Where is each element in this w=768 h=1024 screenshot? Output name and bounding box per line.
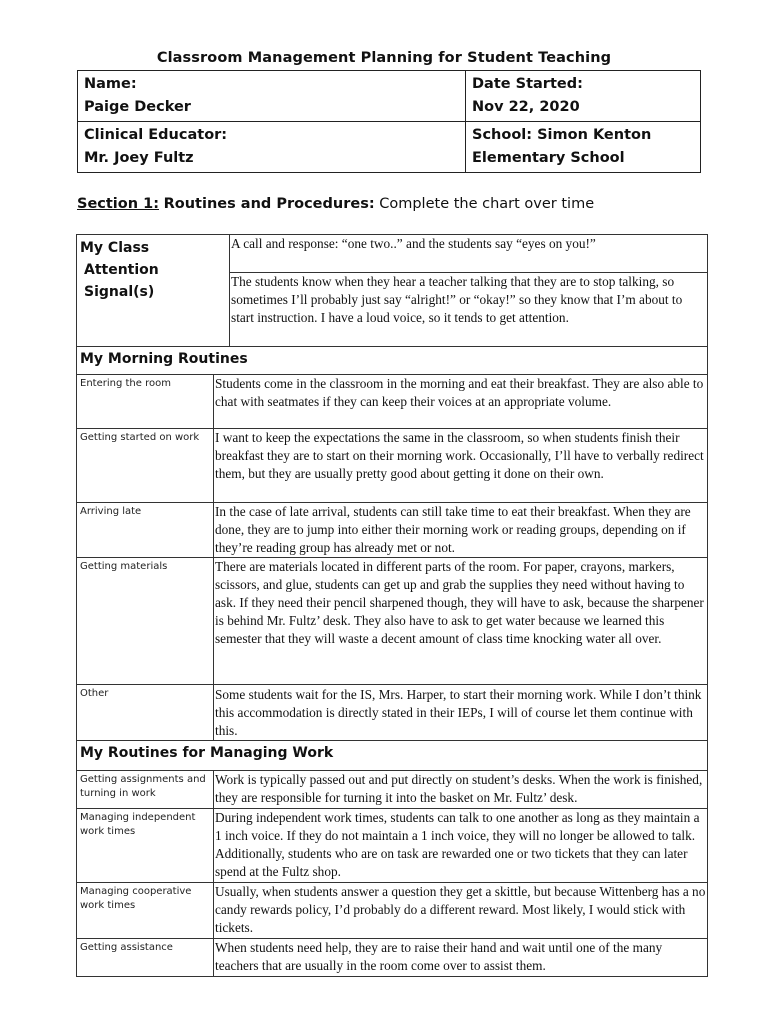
row-text-other: Some students wait for the IS, Mrs. Harper, to start their morning work. While I don’t think this accommodation is directly stated in their IEPs, I will of course let them continue with this. (214, 685, 708, 741)
attention-label-line-3: Signal(s) (84, 284, 155, 300)
educator-value: Mr. Joey Fultz (84, 150, 194, 166)
row-label-other: Other (77, 685, 214, 741)
name-cell (78, 71, 466, 122)
section-title: Routines and Procedures: (163, 196, 375, 212)
morning-heading-row (77, 347, 708, 375)
row-label-assignments: Getting assignments and turning in work (77, 771, 214, 809)
morning-heading: My Morning Routines (77, 347, 708, 375)
section-heading (77, 196, 594, 212)
school-line-1: School: Simon Kenton (472, 127, 652, 143)
row-label-assistance: Getting assistance (77, 939, 214, 977)
table-row (77, 809, 708, 883)
row-text-assignments: Work is typically passed out and put directly on student’s desks. When the work is finished, they are responsible for turning it into the basket on Mr. Fultz’ desk. (214, 771, 708, 809)
attention-response-1: A call and response: “one two..” and the students say “eyes on you!” (230, 235, 708, 273)
row-label-getting-materials: Getting materials (77, 558, 214, 685)
attention-response-2: The students know when they hear a teacher talking that they are to stop talking, so sometimes I’ll probably just say “alright!” or “okay!” so they know that I’m about to start instruction. I have a loud voice, so it tends to get attention. (230, 273, 708, 347)
row-text-cooperative-work: Usually, when students answer a question they get a skittle, but because Wittenberg has a no candy rewards policy, I’d probably do a different reward. Most likely, I would stick with tickets. (214, 883, 708, 939)
educator-cell (78, 122, 466, 173)
row-text-arriving-late: In the case of late arrival, students can still take time to eat their breakfast. When they are done, they are to jump into either their morning work or reading groups, depending on if they’re reading group has already met or not. (214, 503, 708, 558)
table-row (77, 429, 708, 503)
table-row (77, 771, 708, 809)
table-row (77, 685, 708, 741)
row-label-independent-work: Managing independent work times (77, 809, 214, 883)
row-label-cooperative-work: Managing cooperative work times (77, 883, 214, 939)
school-line-2: Elementary School (472, 150, 625, 166)
row-label-entering-room: Entering the room (77, 375, 214, 429)
attention-row-1 (77, 235, 708, 273)
row-label-arriving-late: Arriving late (77, 503, 214, 558)
attention-label-cell (77, 235, 230, 347)
info-row-name (78, 71, 701, 122)
row-text-entering-room: Students come in the classroom in the morning and eat their breakfast. They are also able to chat with seatmates if they can keep their voices at an appropriate volume. (214, 375, 708, 429)
table-row (77, 503, 708, 558)
section-number: Section 1: (77, 196, 159, 212)
row-text-getting-materials: There are materials located in different parts of the room. For paper, crayons, markers, scissors, and glue, students can get up and grab the supplies they need without having to ask. If they need their pencil sharpened though, they will have to ask, because the sharpener is behind Mr. Fultz’ desk. They also have to ask to get water because we learned this semester that they will waste a decent amount of class time knocking water all over. (214, 558, 708, 685)
work-heading-row (77, 741, 708, 771)
table-row (77, 558, 708, 685)
table-row (77, 883, 708, 939)
date-cell (466, 71, 701, 122)
attention-label-line-1: My Class (80, 240, 150, 256)
section-instruction: Complete the chart over time (374, 196, 595, 212)
educator-label: Clinical Educator: (84, 127, 228, 143)
routines-table (76, 234, 708, 977)
info-row-educator (78, 122, 701, 173)
row-text-getting-started: I want to keep the expectations the same in the classroom, so when students finish their breakfast they are to start on their morning work. Occasionally, I’ll have to verbally redirect them, but they are usually pretty good about getting it done on their own. (214, 429, 708, 503)
name-value: Paige Decker (84, 99, 191, 115)
name-label: Name: (84, 76, 137, 92)
info-table (77, 70, 701, 173)
row-text-independent-work: During independent work times, students can talk to one another as long as they maintain a 1 inch voice. If they do not maintain a 1 inch voice, they will no longer be allowed to talk. Additionally, students who are on task are rewarded one or two tickets that they can later spend at the Fultz shop. (214, 809, 708, 883)
attention-label-line-2: Attention (84, 262, 159, 278)
school-cell (466, 122, 701, 173)
date-label: Date Started: (472, 76, 583, 92)
row-text-assistance: When students need help, they are to raise their hand and wait until one of the many teachers that are usually in the room come over to assist them. (214, 939, 708, 977)
work-heading: My Routines for Managing Work (77, 741, 708, 771)
date-value: Nov 22, 2020 (472, 99, 580, 115)
document-title: Classroom Management Planning for Student Teaching (156, 50, 612, 66)
table-row (77, 375, 708, 429)
row-label-getting-started: Getting started on work (77, 429, 214, 503)
table-row (77, 939, 708, 977)
